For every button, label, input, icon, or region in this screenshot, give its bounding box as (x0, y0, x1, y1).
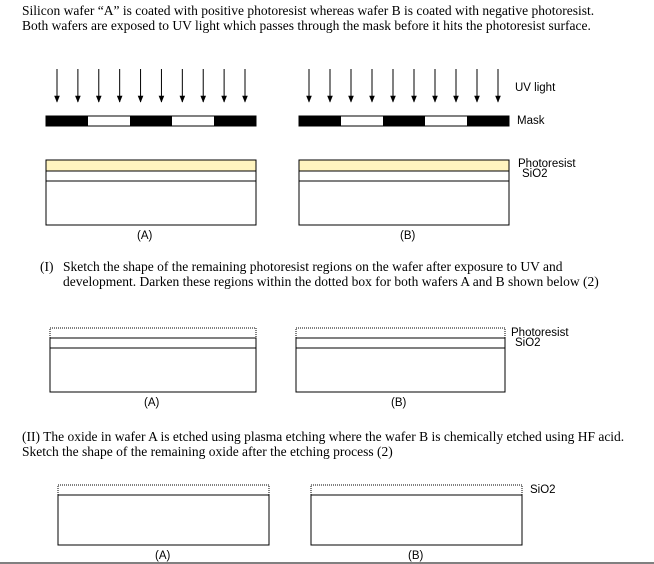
silicon-substrate-b (299, 181, 509, 225)
wafer-a-stack (46, 160, 256, 225)
mask-label: Mask (517, 115, 545, 127)
mask-opaque-segment (467, 116, 509, 126)
dotted-oxide-box-b (311, 485, 522, 495)
mask-b (299, 116, 509, 126)
wafer-b-label-2: (B) (391, 397, 407, 409)
question-1 (40, 259, 605, 289)
mask-opaque-segment (383, 116, 425, 126)
uv-arrows-a (57, 69, 245, 102)
silicon-substrate-a-2 (50, 348, 256, 392)
sio2-label: SiO2 (522, 168, 548, 180)
question-2-text: (II) The oxide in wafer A is etched using plasma etching where the wafer B is chemically etched using HF acid. Sketch the shape of the remaining oxide after the etching process (2) (22, 429, 625, 459)
silicon-substrate-a (46, 181, 256, 225)
photoresist-label: Photoresist (518, 158, 576, 170)
sio2-label-3: SiO2 (530, 484, 556, 496)
dotted-photoresist-box-a (50, 328, 256, 338)
question-1-number: (I) (40, 259, 54, 274)
question-1-text: Sketch the shape of the remaining photoresist regions on the wafer after exposure to UV and development. Darken these regions within the dotted box for both wafers A and B shown below (2) (63, 259, 599, 289)
intro-text: Silicon wafer “A” is coated with positive photoresist whereas wafer B is coated with negative photoresist. Both wafers are exposed to UV light which passes through the mask before it hits the photoresist surface. (22, 3, 595, 33)
etch-wafer-b-stack (311, 485, 522, 545)
uv-arrows-b (309, 69, 498, 102)
mask-opaque-segment (214, 116, 256, 126)
photoresist-layer-a (46, 160, 256, 171)
mask-a (46, 116, 256, 126)
dotted-wafer-b-stack (296, 328, 505, 392)
wafer-b-stack (299, 160, 509, 225)
mask-opaque-segment (46, 116, 88, 126)
wafer-b-label: (B) (400, 230, 416, 242)
photoresist-label-2: Photoresist (511, 327, 569, 339)
wafer-a-label-2: (A) (144, 397, 160, 409)
wafer-b-label-3: (B) (408, 550, 424, 562)
wafer-a-label-3: (A) (155, 550, 171, 562)
sio2-layer-a (46, 171, 256, 181)
silicon-substrate-b-3 (311, 495, 522, 545)
etch-wafer-a-stack (58, 485, 269, 545)
mask-opaque-segment (130, 116, 172, 126)
photoresist-layer-b (299, 160, 509, 171)
silicon-substrate-b-2 (296, 348, 505, 392)
sio2-label-2: SiO2 (515, 337, 541, 349)
sio2-layer-b (299, 171, 509, 181)
dotted-wafer-a-stack (50, 328, 256, 392)
wafer-a-label: (A) (137, 230, 153, 242)
sio2-layer-a-2 (50, 338, 256, 348)
dotted-oxide-box-a (58, 485, 269, 495)
uv-light-label: UV light (515, 82, 556, 94)
silicon-substrate-a-3 (58, 495, 269, 545)
dotted-photoresist-box-b (296, 328, 505, 338)
sio2-layer-b-2 (296, 338, 505, 348)
mask-opaque-segment (299, 116, 341, 126)
